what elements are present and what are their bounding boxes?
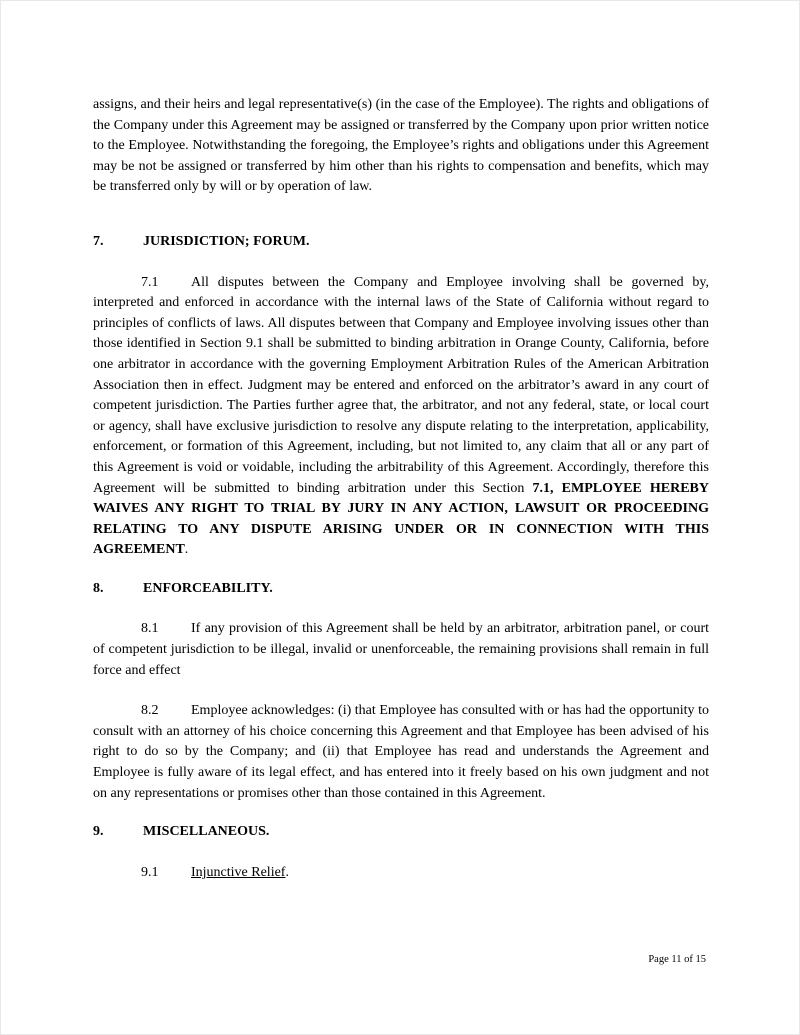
clause-7-1-text: All disputes between the Company and Employee involving shall be governed by, interpreted and enforced in accordance with the internal laws of the State of California without regard to principles of conflicts of laws. All disputes between that Company and Employee involving issues other than those identified in Section 9.1 shall be submitted to binding arbitration in Orange County, California, before one arbitrator in accordance with the governing Employment Arbitration Rules of the American Arbitration Association then in effect. Judgment may be entered and enforced on the arbitrator’s award in any court of competent jurisdiction. The Parties further agree that, the arbitrator, and not any federal, state, or local court or agency, shall have exclusive jurisdiction to resolve any dispute relating to the interpretation, applicability, enforcement, or formation of this Agreement, including, but not limited to, any claim that all or any part of this Agreement is void or voidable, including the arbitrability of this Agreement. Accordingly, therefore this Agreement will be submitted to binding arbitration under this Section [93, 274, 709, 496]
clause-9-1-period: . [285, 864, 289, 880]
section-8-heading [93, 579, 709, 600]
paragraph-8-1 [93, 619, 709, 681]
section-7-title: JURISDICTION; FORUM. [143, 233, 310, 249]
clause-7-1-jury-waiver-bold: 7.1, EMPLOYEE HEREBY WAIVES ANY RIGHT TO TRIAL BY JURY IN ANY ACTION, LAWSUIT OR PROCEEDING RELATING TO ANY DISPUTE ARISING UNDER OR IN CONNECTION WITH THIS AGREEMENT [93, 480, 709, 558]
section-9-heading [93, 822, 709, 843]
section-9-title: MISCELLANEOUS. [143, 824, 270, 840]
clause-8-2-number: 8.2 [141, 703, 159, 719]
section-9-number: 9. [93, 824, 104, 840]
clause-9-1-heading-underlined: Injunctive Relief [191, 864, 286, 880]
paragraph-9-1 [93, 863, 709, 884]
clause-9-1-number: 9.1 [141, 864, 159, 880]
paragraph-7-1 [93, 273, 709, 561]
clause-8-1-number: 8.1 [141, 621, 159, 637]
paragraph-assignment-continuation [93, 95, 709, 198]
clause-7-1-period: . [184, 542, 189, 558]
clause-8-2-text: Employee acknowledges: (i) that Employee has consulted with or has had the opportunity to consult with an attorney of his choice concerning this Agreement and that Employee has been advised of his right to do so by the Company; and (ii) that Employee has read and understands the Agreement and Employee is fully aware of its legal effect, and has entered into it freely based on his own judgment and not on any representations or promises other than those contained in this Agreement. [93, 703, 709, 801]
paragraph-8-2 [93, 701, 709, 804]
section-8-title: ENFORCEABILITY. [143, 580, 273, 596]
paragraph-text: assigns, and their heirs and legal representative(s) (in the case of the Employee). The rights and obligations of the Company under this Agreement may be assigned or transferred by the Company upon prior written notice to the Employee. Notwithstanding the foregoing, the Employee’s rights and obligations under this Agreement may be not be assigned or transferred by him other than his rights to compensation and benefits, which may be transferred only by will or by operation of law. [93, 97, 709, 195]
clause-8-1-text: If any provision of this Agreement shall be held by an arbitrator, arbitration panel, or court of competent jurisdiction to be illegal, invalid or unenforceable, the remaining provisions shall remain in full force and effect [93, 621, 709, 678]
clause-7-1-number: 7.1 [141, 274, 159, 290]
page-number: Page 11 of 15 [648, 954, 706, 965]
section-7-number: 7. [93, 233, 104, 249]
document-body [93, 95, 709, 883]
section-7-heading [93, 232, 709, 253]
section-8-number: 8. [93, 580, 104, 596]
